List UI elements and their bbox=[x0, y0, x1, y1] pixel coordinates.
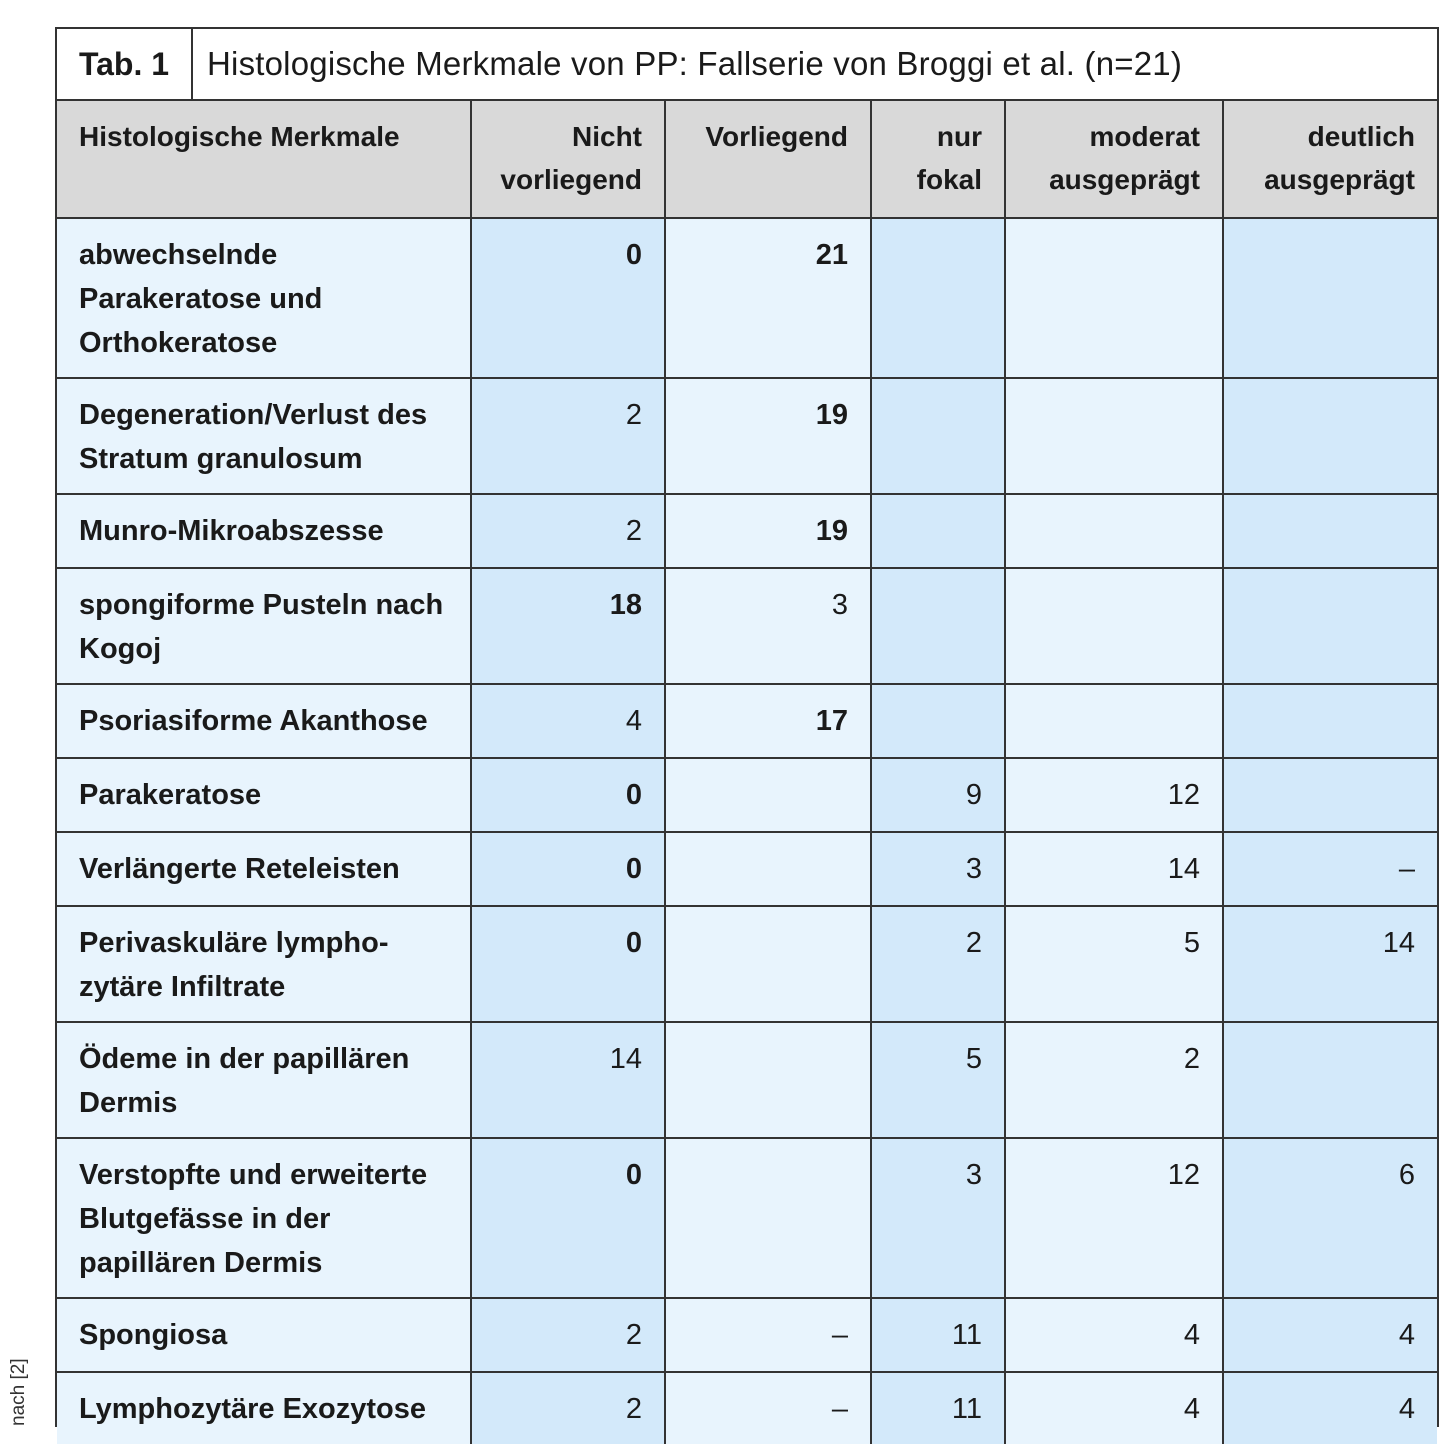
value-cell: 0 bbox=[471, 758, 665, 832]
value-cell bbox=[1223, 378, 1437, 494]
value-cell: 19 bbox=[665, 378, 871, 494]
value-cell: 21 bbox=[665, 218, 871, 378]
value-cell: 14 bbox=[471, 1022, 665, 1138]
table-title: Histologische Merkmale von PP: Fallserie von Broggi et al. (n=21) bbox=[207, 45, 1183, 82]
table-row bbox=[57, 1298, 1437, 1372]
value-cell: 3 bbox=[871, 1138, 1005, 1298]
feature-cell: Verlängerte Reteleisten bbox=[57, 832, 471, 906]
feature-cell: Spongiosa bbox=[57, 1298, 471, 1372]
value-cell: 14 bbox=[1223, 906, 1437, 1022]
value-cell: 2 bbox=[471, 1372, 665, 1444]
value-cell: 2 bbox=[471, 494, 665, 568]
feature-cell: Perivaskuläre lympho- zytäre Infiltrate bbox=[57, 906, 471, 1022]
value-cell: 19 bbox=[665, 494, 871, 568]
value-cell: 18 bbox=[471, 568, 665, 684]
value-cell: – bbox=[1223, 832, 1437, 906]
table-row bbox=[57, 218, 1437, 378]
value-cell: 4 bbox=[1223, 1372, 1437, 1444]
value-cell bbox=[665, 832, 871, 906]
feature-cell: abwechselnde Parakeratose und Orthokeratose bbox=[57, 218, 471, 378]
value-cell bbox=[1005, 684, 1223, 758]
value-cell: – bbox=[665, 1298, 871, 1372]
table-row bbox=[57, 568, 1437, 684]
value-cell bbox=[665, 758, 871, 832]
value-cell: 0 bbox=[471, 906, 665, 1022]
value-cell: 11 bbox=[871, 1372, 1005, 1444]
table-row bbox=[57, 758, 1437, 832]
table-row bbox=[57, 906, 1437, 1022]
feature-cell: Verstopfte und erweiterte Blutgefässe in der papillären Dermis bbox=[57, 1138, 471, 1298]
header-feature: Histologische Merkmale bbox=[57, 100, 471, 218]
value-cell: 12 bbox=[1005, 758, 1223, 832]
table-row bbox=[57, 1372, 1437, 1444]
header-moderat: moderat ausgeprägt bbox=[1005, 100, 1223, 218]
value-cell bbox=[1223, 218, 1437, 378]
value-cell: 3 bbox=[871, 832, 1005, 906]
value-cell bbox=[665, 1138, 871, 1298]
source-note: nach [2] bbox=[8, 1358, 29, 1426]
table-row bbox=[57, 378, 1437, 494]
value-cell bbox=[1223, 758, 1437, 832]
value-cell bbox=[1005, 218, 1223, 378]
value-cell bbox=[665, 1022, 871, 1138]
value-cell: – bbox=[665, 1372, 871, 1444]
feature-cell: Ödeme in der papillären Dermis bbox=[57, 1022, 471, 1138]
feature-cell: Lymphozytäre Exozytose bbox=[57, 1372, 471, 1444]
value-cell: 2 bbox=[1005, 1022, 1223, 1138]
histology-table bbox=[57, 99, 1437, 1444]
feature-cell: Psoriasiforme Akanthose bbox=[57, 684, 471, 758]
value-cell: 11 bbox=[871, 1298, 1005, 1372]
value-cell: 6 bbox=[1223, 1138, 1437, 1298]
table-row bbox=[57, 832, 1437, 906]
value-cell: 4 bbox=[471, 684, 665, 758]
value-cell bbox=[1005, 568, 1223, 684]
table-row bbox=[57, 494, 1437, 568]
value-cell: 3 bbox=[665, 568, 871, 684]
value-cell: 0 bbox=[471, 832, 665, 906]
header-deutlich: deutlich ausgeprägt bbox=[1223, 100, 1437, 218]
feature-cell: spongiforme Pusteln nach Kogoj bbox=[57, 568, 471, 684]
value-cell: 2 bbox=[471, 378, 665, 494]
value-cell bbox=[871, 494, 1005, 568]
value-cell: 4 bbox=[1005, 1298, 1223, 1372]
table-row bbox=[57, 1022, 1437, 1138]
value-cell: 2 bbox=[471, 1298, 665, 1372]
value-cell bbox=[871, 218, 1005, 378]
feature-cell: Munro-Mikroabszesse bbox=[57, 494, 471, 568]
value-cell bbox=[1005, 494, 1223, 568]
value-cell: 0 bbox=[471, 1138, 665, 1298]
value-cell: 2 bbox=[871, 906, 1005, 1022]
table-row bbox=[57, 684, 1437, 758]
value-cell bbox=[871, 568, 1005, 684]
value-cell bbox=[871, 684, 1005, 758]
table-row bbox=[57, 1138, 1437, 1298]
feature-cell: Parakeratose bbox=[57, 758, 471, 832]
header-nur-fokal: nur fokal bbox=[871, 100, 1005, 218]
value-cell: 9 bbox=[871, 758, 1005, 832]
header-row bbox=[57, 100, 1437, 218]
value-cell bbox=[1223, 1022, 1437, 1138]
value-cell bbox=[1223, 494, 1437, 568]
header-vorliegend: Vorliegend bbox=[665, 100, 871, 218]
table-caption bbox=[57, 29, 1437, 101]
value-cell: 4 bbox=[1223, 1298, 1437, 1372]
value-cell: 4 bbox=[1005, 1372, 1223, 1444]
value-cell: 12 bbox=[1005, 1138, 1223, 1298]
value-cell bbox=[1223, 684, 1437, 758]
table-label: Tab. 1 bbox=[57, 29, 193, 99]
value-cell bbox=[871, 378, 1005, 494]
value-cell: 0 bbox=[471, 218, 665, 378]
value-cell: 5 bbox=[871, 1022, 1005, 1138]
value-cell bbox=[1005, 378, 1223, 494]
value-cell bbox=[665, 906, 871, 1022]
table-frame bbox=[55, 27, 1439, 1427]
value-cell: 5 bbox=[1005, 906, 1223, 1022]
value-cell: 14 bbox=[1005, 832, 1223, 906]
value-cell bbox=[1223, 568, 1437, 684]
value-cell: 17 bbox=[665, 684, 871, 758]
header-nicht-vorliegend: Nicht vorliegend bbox=[471, 100, 665, 218]
feature-cell: Degeneration/Verlust des Stratum granulosum bbox=[57, 378, 471, 494]
